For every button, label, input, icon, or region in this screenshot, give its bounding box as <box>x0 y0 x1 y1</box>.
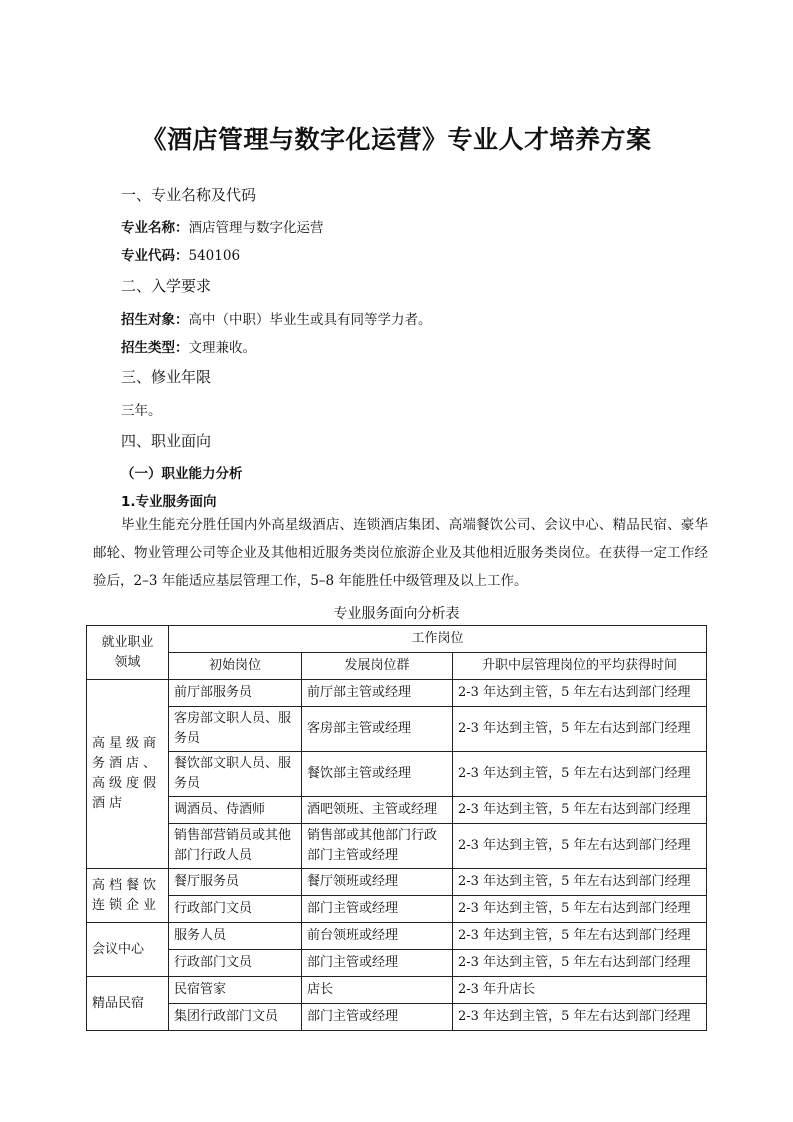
section-heading-3: 三、修业年限 <box>121 368 212 386</box>
major-name-line <box>121 216 324 236</box>
domain-cell: 高星级商务酒店、高级度假酒店 <box>87 680 169 869</box>
cell: 2-3 年达到主管，5 年左右达到部门经理 <box>453 797 707 824</box>
cell: 2-3 年达到主管，5 年左右达到部门经理 <box>453 680 707 707</box>
table-row <box>87 707 707 752</box>
cell: 部门主管或经理 <box>302 1004 453 1031</box>
table-row <box>87 869 707 896</box>
domain-cell: 精品民宿 <box>87 977 169 1031</box>
cell: 餐饮部文职人员、服务员 <box>169 752 302 797</box>
service-orientation-table <box>86 625 707 1031</box>
cell: 服务人员 <box>169 923 302 950</box>
table-row <box>87 923 707 950</box>
subsubsection-heading: 1.专业服务面向 <box>121 494 217 510</box>
major-code-line <box>121 244 240 264</box>
cell: 2-3 年达到主管，5 年左右达到部门经理 <box>453 1004 707 1031</box>
cell: 2-3 年达到主管，5 年左右达到部门经理 <box>453 923 707 950</box>
document-title: 《酒店管理与数字化运营》专业人才培养方案 <box>141 125 652 154</box>
header-initial-position: 初始岗位 <box>169 653 302 680</box>
table-row <box>87 896 707 923</box>
section-heading-4: 四、职业面向 <box>121 432 212 450</box>
table-row <box>87 824 707 869</box>
major-code-value: 540106 <box>188 248 241 264</box>
major-name-value: 酒店管理与数字化运营 <box>188 220 324 236</box>
enrollment-target-line <box>121 308 432 328</box>
major-code-label: 专业代码： <box>121 248 189 264</box>
major-name-label: 专业名称： <box>121 220 189 236</box>
cell: 部门主管或经理 <box>302 950 453 977</box>
cell: 餐厅服务员 <box>169 869 302 896</box>
cell: 餐厅领班或经理 <box>302 869 453 896</box>
cell: 销售部营销员或其他部门行政人员 <box>169 824 302 869</box>
cell: 2-3 年达到主管，5 年左右达到部门经理 <box>453 824 707 869</box>
enrollment-type-value: 文理兼收。 <box>188 340 256 356</box>
service-orientation-paragraph: 毕业生能充分胜任国内外高星级酒店、连锁酒店集团、高端餐饮公司、会议中心、精品民宿、豪华邮轮、物业管理公司等企业及其他相近服务类岗位旅游企业及其他相近服务类岗位。在获得一定工作经验后，2–3 年能适应基层管理工作，5–8 年能胜任中级管理及以上工作。 <box>93 517 708 589</box>
cell: 店长 <box>302 977 453 1004</box>
cell: 前台领班或经理 <box>302 923 453 950</box>
table-row <box>87 1004 707 1031</box>
cell: 民宿管家 <box>169 977 302 1004</box>
cell: 2-3 年达到主管，5 年左右达到部门经理 <box>453 869 707 896</box>
cell: 2-3 年达到主管，5 年左右达到部门经理 <box>453 950 707 977</box>
table-row <box>87 680 707 707</box>
cell: 前厅部服务员 <box>169 680 302 707</box>
domain-cell: 会议中心 <box>87 923 169 977</box>
domain-cell: 高档餐饮连锁企业 <box>87 869 169 923</box>
cell: 集团行政部门文员 <box>169 1004 302 1031</box>
header-domain: 就业职业领域 <box>87 626 169 680</box>
table-row <box>87 797 707 824</box>
study-duration: 三年。 <box>121 403 162 419</box>
enrollment-target-value: 高中（中职）毕业生或具有同等学力者。 <box>188 312 432 328</box>
header-promotion-time: 升职中层管理岗位的平均获得时间 <box>453 653 707 680</box>
cell: 2-3 年达到主管，5 年左右达到部门经理 <box>453 707 707 752</box>
subsection-heading: （一）职业能力分析 <box>121 466 243 482</box>
table-row <box>87 752 707 797</box>
section-heading-1: 一、专业名称及代码 <box>121 186 257 204</box>
table-caption: 专业服务面向分析表 <box>333 606 460 622</box>
cell: 前厅部主管或经理 <box>302 680 453 707</box>
cell: 餐饮部主管或经理 <box>302 752 453 797</box>
cell: 部门主管或经理 <box>302 896 453 923</box>
header-work-positions: 工作岗位 <box>169 626 707 653</box>
cell: 2-3 年达到主管，5 年左右达到部门经理 <box>453 752 707 797</box>
enrollment-target-label: 招生对象： <box>121 312 189 328</box>
cell: 客房部文职人员、服务员 <box>169 707 302 752</box>
enrollment-type-line <box>121 336 256 356</box>
cell: 调酒员、侍酒师 <box>169 797 302 824</box>
table-row <box>87 950 707 977</box>
cell: 2-3 年升店长 <box>453 977 707 1004</box>
cell: 客房部主管或经理 <box>302 707 453 752</box>
header-development-positions: 发展岗位群 <box>302 653 453 680</box>
table-row <box>87 977 707 1004</box>
cell: 销售部或其他部门行政部门主管或经理 <box>302 824 453 869</box>
enrollment-type-label: 招生类型： <box>121 340 189 356</box>
cell: 2-3 年达到主管，5 年左右达到部门经理 <box>453 896 707 923</box>
cell: 行政部门文员 <box>169 896 302 923</box>
section-heading-2: 二、入学要求 <box>121 277 212 295</box>
cell: 行政部门文员 <box>169 950 302 977</box>
cell: 酒吧领班、主管或经理 <box>302 797 453 824</box>
